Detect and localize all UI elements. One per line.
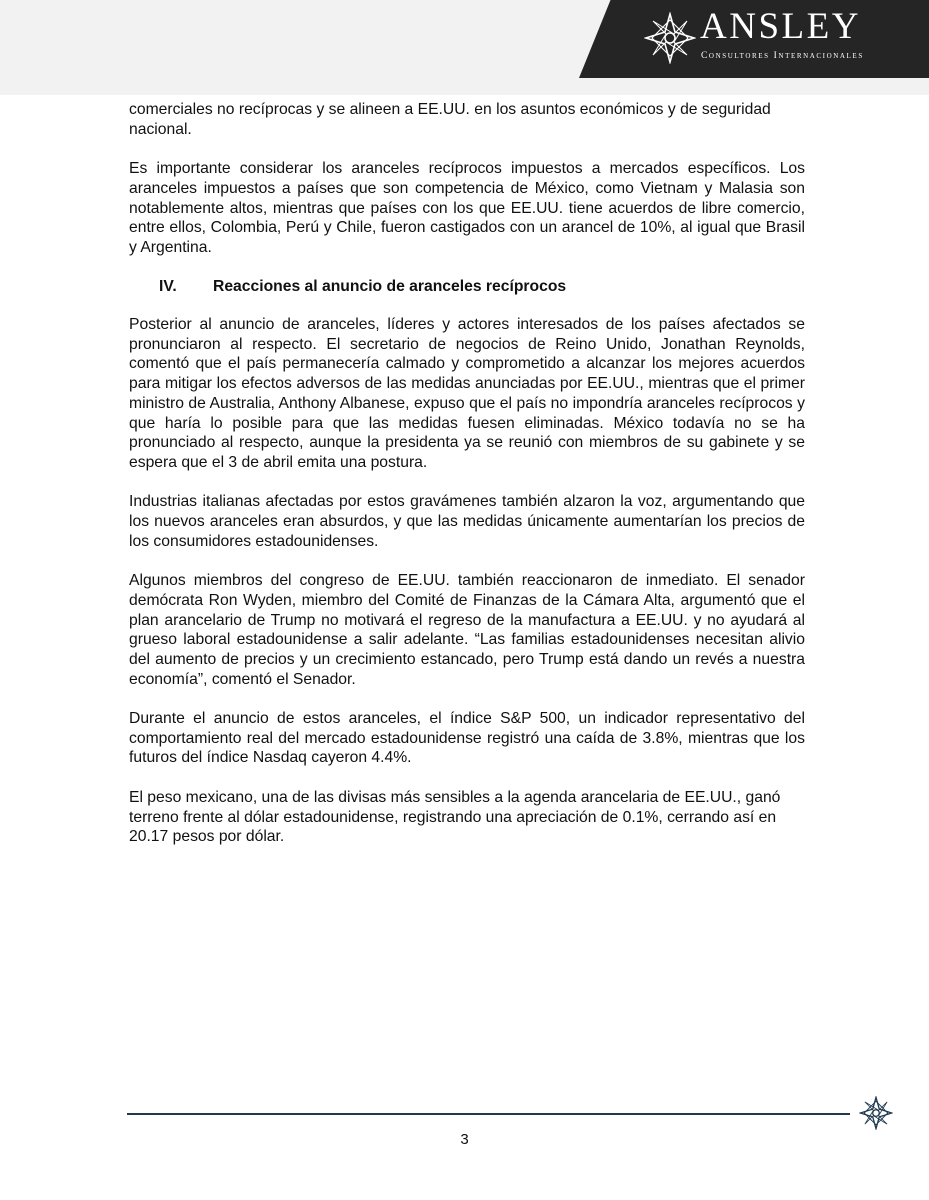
- section-title: Reacciones al anuncio de aranceles recíprocos: [213, 278, 567, 296]
- paragraph-congreso: Algunos miembros del congreso de EE.UU. también reaccionaron de inmediato. El senador demócrata Ron Wyden, miembro del Comité de Finanzas de la Cámara Alta, argumentó que el plan arancelario de Trump no motivará el regreso de la manufactura a EE.UU. y no ayudará al grueso laboral estadounidense a salir adelante. “Las familias estadounidenses necesitan alivio del aumento de precios y un crecimiento estancado, pero Trump está dando un revés a nuestra economía”, comentó el Senador.: [129, 572, 805, 688]
- footer-divider: [127, 1113, 850, 1115]
- paragraph-peso: El peso mexicano, una de las divisas más sensibles a la agenda arancelaria de EE.UU., ganó terreno frente al dólar estadounidense, registrando una apreciación de 0.1%, cerrando así en 20.17 pesos por dólar.: [129, 788, 781, 846]
- logo-wordmark: ANSLEY: [700, 6, 861, 47]
- compass-rose-icon: [859, 1096, 893, 1130]
- paragraph-reacciones: Posterior al anuncio de aranceles, líderes y actores interesados de los países afectados se pronunciaron al respecto. El secretario de negocios de Reino Unido, Jonathan Reynolds, comentó que el país permanecería calmado y comprometido a alcanzar los mejores acuerdos para mitigar los efectos adversos de las medidas anunciadas por EE.UU., mientras que el primer ministro de Australia, Anthony Albanese, expuso que el país no impondría aranceles recíprocos y que haría lo posible para que las medidas fuesen eliminadas. México todavía no se ha pronunciado al respecto, aunque la presidenta ya se reunió con miembros de su gabinete y se espera que el 3 de abril emita una postura.: [129, 316, 805, 471]
- section-number: IV.: [159, 278, 177, 296]
- page-header: [0, 0, 929, 95]
- page-number: 3: [460, 1131, 469, 1148]
- paragraph-mercados: Durante el anuncio de estos aranceles, el índice S&P 500, un indicador representativo del comportamiento real del mercado estadounidense registró una caída de 3.8%, mientras que los futuros del índice Nasdaq cayeron 4.4%.: [129, 710, 805, 767]
- compass-rose-icon: [644, 12, 696, 64]
- logo-tagline: Consultores Internacionales: [701, 51, 864, 61]
- section-heading: [129, 277, 805, 297]
- paragraph-intro: comerciales no recíprocas y se alineen a EE.UU. en los asuntos económicos y de seguridad nacional.: [129, 101, 771, 138]
- document-body: [129, 100, 805, 867]
- paragraph-aranceles: Es importante considerar los aranceles recíprocos impuestos a mercados específicos. Los aranceles impuestos a países que son competencia de México, como Vietnam y Malasia son notablemente altos, mientras que países con los que EE.UU. tiene acuerdos de libre comercio, entre ellos, Colombia, Perú y Chile, fueron castigados con un arancel de 10%, al igual que Brasil y Argentina.: [129, 160, 805, 256]
- paragraph-italia: Industrias italianas afectadas por estos gravámenes también alzaron la voz, argumentando que los nuevos aranceles eran absurdos, y que las medidas únicamente aumentarían los precios de los consumidores estadounidenses.: [129, 493, 805, 550]
